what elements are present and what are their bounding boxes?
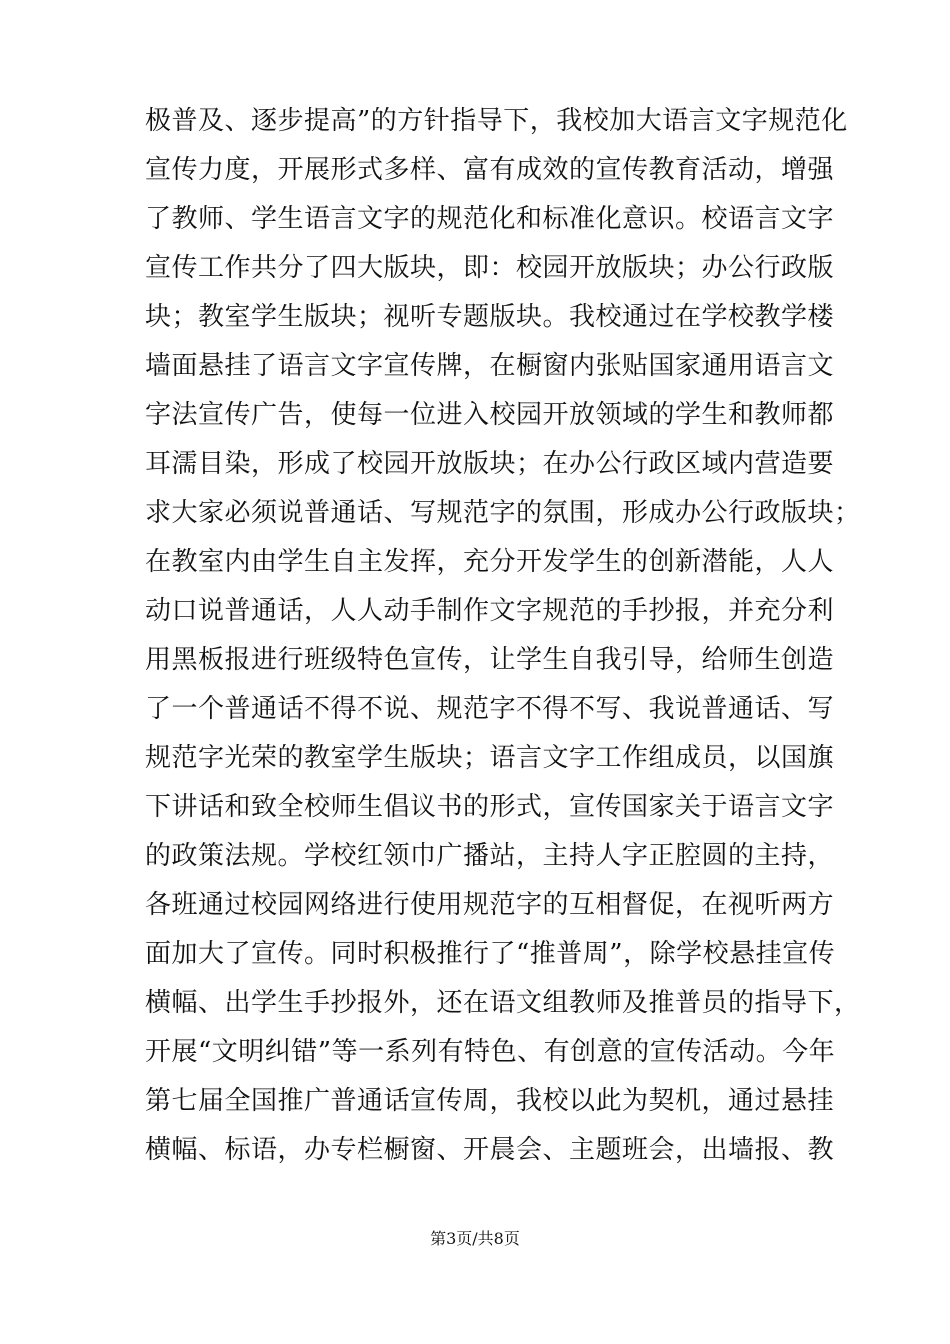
text-line: 极普及、逐步提高”的方针指导下，我校加大语言文字规范化 (145, 106, 848, 136)
text-line: 字法宣传广告，使每一位进入校园开放领域的学生和教师都 (145, 400, 835, 430)
body-paragraph (145, 97, 861, 1175)
text-line: 宣传力度，开展形式多样、富有成效的宣传教育活动，增强 (145, 155, 835, 185)
text-line: 横幅、出学生手抄报外，还在语文组教师及推普员的指导下， (145, 988, 861, 1018)
text-line: 了一个普通话不得不说、规范字不得不写、我说普通话、写 (145, 694, 835, 724)
text-line: 在教室内由学生自主发挥，充分开发学生的创新潜能，人人 (145, 547, 835, 577)
text-line: 下讲话和致全校师生倡议书的形式，宣传国家关于语言文字 (145, 792, 835, 822)
text-line: 动口说普通话，人人动手制作文字规范的手抄报，并充分利 (145, 596, 835, 626)
text-line: 墙面悬挂了语言文字宣传牌，在橱窗内张贴国家通用语言文 (145, 351, 835, 381)
text-line: 开展“文明纠错”等一系列有特色、有创意的宣传活动。今年 (145, 1037, 836, 1067)
text-line: 面加大了宣传。同时积极推行了“推普周”，除学校悬挂宣传 (145, 939, 836, 969)
text-line: 宣传工作共分了四大版块，即：校园开放版块；办公行政版 (145, 253, 835, 283)
text-line: 的政策法规。学校红领巾广播站，主持人字正腔圆的主持， (145, 841, 835, 871)
text-line: 第七届全国推广普通话宣传周，我校以此为契机，通过悬挂 (145, 1086, 835, 1116)
text-line: 块；教室学生版块；视听专题版块。我校通过在学校教学楼 (145, 302, 835, 332)
page-number-footer: 第3页/共8页 (430, 1229, 520, 1248)
text-line: 用黑板报进行班级特色宣传，让学生自我引导，给师生创造 (145, 645, 835, 675)
text-line: 求大家必须说普通话、写规范字的氛围，形成办公行政版块； (145, 498, 861, 528)
text-line: 了教师、学生语言文字的规范化和标准化意识。校语言文字 (145, 204, 835, 234)
text-line: 横幅、标语，办专栏橱窗、开晨会、主题班会，出墙报、教 (145, 1135, 835, 1165)
text-line: 耳濡目染，形成了校园开放版块；在办公行政区域内营造要 (145, 449, 835, 479)
text-line: 各班通过校园网络进行使用规范字的互相督促，在视听两方 (145, 890, 835, 920)
text-line: 规范字光荣的教室学生版块；语言文字工作组成员，以国旗 (145, 743, 835, 773)
